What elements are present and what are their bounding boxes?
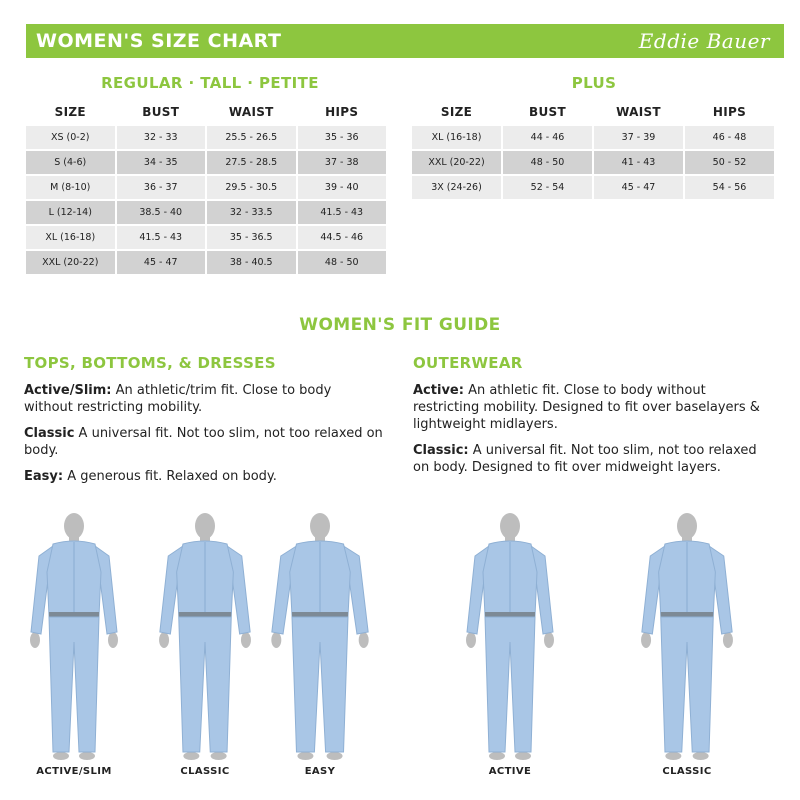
figure-label: EASY	[304, 766, 336, 777]
table-cell: 45 - 47	[594, 176, 683, 199]
figure-label: CLASSIC	[662, 766, 712, 777]
regular-heading: REGULAR · TALL · PETITE	[101, 74, 319, 92]
table-cell: 29.5 - 30.5	[207, 176, 296, 199]
table-header-row	[412, 100, 774, 124]
mannequin-figure-1	[9, 512, 139, 762]
fit-desc-text: An athletic fit. Close to body without restricting mobility. Designed to fit over baselayers & lightweight midlayers.	[413, 383, 760, 432]
table-cell: 37 - 39	[594, 126, 683, 149]
table-row	[26, 251, 386, 274]
table-cell: 32 - 33	[117, 126, 206, 149]
table-cell: XL (16-18)	[26, 226, 115, 249]
fit-term: Classic:	[413, 443, 469, 458]
table-cell: 41.5 - 43	[117, 226, 206, 249]
table-row	[26, 126, 386, 149]
mannequin-figure-2	[140, 512, 270, 762]
column-header-waist: WAIST	[616, 105, 661, 119]
table-cell: 44.5 - 46	[298, 226, 387, 249]
tops-title: TOPS, BOTTOMS, & DRESSES	[24, 354, 276, 372]
table-cell: XXL (20-22)	[26, 251, 115, 274]
table-cell: 54 - 56	[685, 176, 774, 199]
table-cell: 52 - 54	[503, 176, 592, 199]
column-header-hips: HIPS	[712, 105, 747, 119]
table-cell: 36 - 37	[117, 176, 206, 199]
table-cell: 38 - 40.5	[207, 251, 296, 274]
fit-desc-text: An athletic/trim fit. Close to body without restricting mobility.	[24, 383, 332, 415]
page-title: WOMEN'S SIZE CHART	[36, 30, 282, 52]
table-cell: 41 - 43	[594, 151, 683, 174]
table-cell: 37 - 38	[298, 151, 387, 174]
tops-fit-section	[24, 354, 384, 494]
table-cell: L (12-14)	[26, 201, 115, 224]
mannequin-figure-3	[255, 512, 385, 762]
fit-description	[24, 468, 384, 485]
regular-size-table	[24, 98, 388, 276]
table-cell: 48 - 50	[503, 151, 592, 174]
table-row	[26, 226, 386, 249]
table-cell: XXL (20-22)	[412, 151, 501, 174]
table-cell: 46 - 48	[685, 126, 774, 149]
table-cell: 27.5 - 28.5	[207, 151, 296, 174]
table-cell: 3X (24-26)	[412, 176, 501, 199]
mannequin-figure-4	[445, 512, 575, 762]
column-header-size: SIZE	[440, 105, 473, 119]
fit-description	[413, 382, 773, 433]
table-cell: 25.5 - 26.5	[207, 126, 296, 149]
fit-description	[24, 425, 384, 459]
fit-desc-text: A universal fit. Not too slim, not too relaxed on body.	[24, 426, 383, 458]
table-cell: XL (16-18)	[412, 126, 501, 149]
plus-heading: PLUS	[571, 74, 617, 92]
fit-description	[24, 382, 384, 416]
table-row	[26, 176, 386, 199]
column-header-bust: BUST	[529, 105, 566, 119]
table-cell: 38.5 - 40	[117, 201, 206, 224]
table-cell: 35 - 36.5	[207, 226, 296, 249]
plus-size-table	[410, 98, 776, 201]
table-cell: 50 - 52	[685, 151, 774, 174]
column-header-hips: HIPS	[325, 105, 359, 119]
fit-term: Classic	[24, 426, 75, 441]
table-cell: M (8-10)	[26, 176, 115, 199]
column-header-size: SIZE	[54, 105, 86, 119]
table-cell: 45 - 47	[117, 251, 206, 274]
table-row	[26, 151, 386, 174]
fit-term: Active/Slim:	[24, 383, 112, 398]
outerwear-title: OUTERWEAR	[413, 354, 523, 372]
mannequin-figure-5	[622, 512, 752, 762]
table-row	[26, 201, 386, 224]
fit-term: Easy:	[24, 469, 64, 484]
table-cell: 39 - 40	[298, 176, 387, 199]
table-row	[412, 176, 774, 199]
table-cell: 44 - 46	[503, 126, 592, 149]
figure-label: ACTIVE	[488, 766, 532, 777]
figure-label: ACTIVE/SLIM	[36, 766, 112, 777]
table-row	[412, 126, 774, 149]
table-cell: S (4-6)	[26, 151, 115, 174]
column-header-bust: BUST	[142, 105, 180, 119]
table-cell: XS (0-2)	[26, 126, 115, 149]
table-cell: 41.5 - 43	[298, 201, 387, 224]
table-cell: 35 - 36	[298, 126, 387, 149]
table-row	[412, 151, 774, 174]
outerwear-fit-section	[413, 354, 773, 485]
fit-term: Active:	[413, 383, 464, 398]
table-cell: 32 - 33.5	[207, 201, 296, 224]
fit-desc-text: A generous fit. Relaxed on body.	[63, 469, 277, 484]
table-cell: 48 - 50	[298, 251, 387, 274]
column-header-waist: WAIST	[228, 105, 274, 119]
fit-desc-text: A universal fit. Not too slim, not too relaxed on body. Designed to fit over midweight layers.	[413, 443, 757, 475]
table-cell: 34 - 35	[117, 151, 206, 174]
header-bar	[26, 24, 784, 58]
brand-logo: Eddie Bauer	[638, 29, 770, 53]
fit-description	[413, 442, 773, 476]
table-header-row	[26, 100, 386, 124]
fit-guide-heading: WOMEN'S FIT GUIDE	[299, 315, 501, 335]
figure-label: CLASSIC	[180, 766, 230, 777]
